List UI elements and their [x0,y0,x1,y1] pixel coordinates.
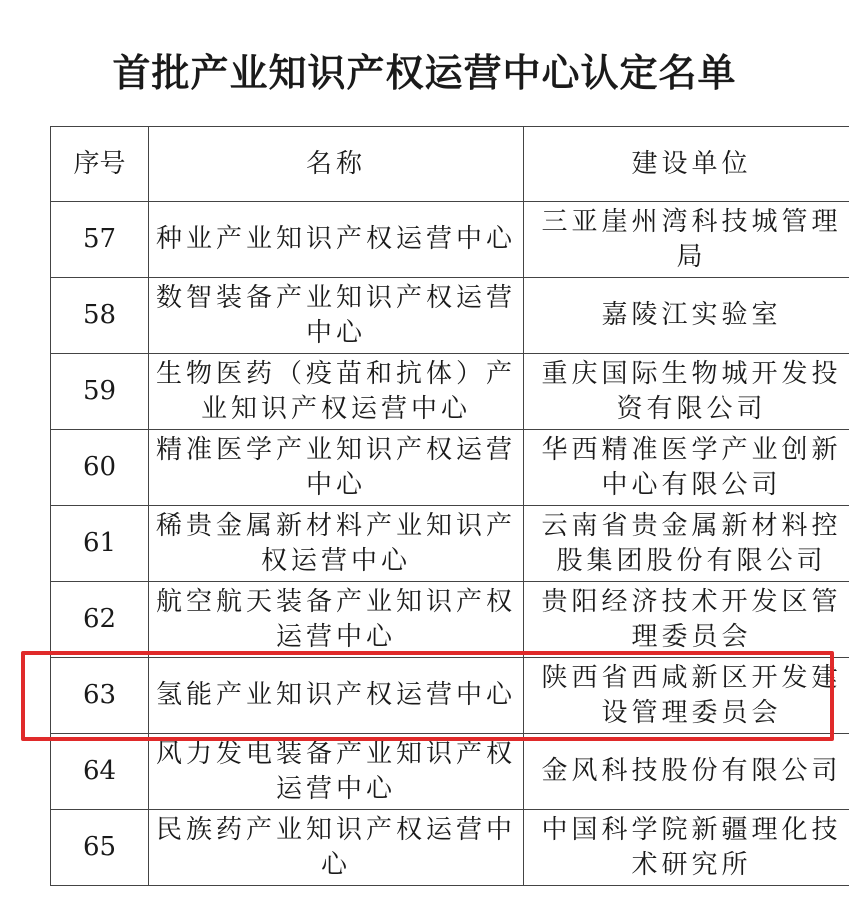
table-row [51,278,849,354]
table-row [51,810,849,886]
recognition-list-table [50,126,849,886]
header-construction-unit: 建设单位 [524,127,849,202]
row-name: 航空航天装备产业知识产权运营中心 [149,582,524,658]
header-name: 名称 [149,127,524,202]
row-unit: 贵阳经济技术开发区管理委员会 [524,582,849,658]
table-row [51,506,849,582]
row-name: 精准医学产业知识产权运营中心 [149,430,524,506]
row-number: 63 [51,658,149,734]
table-row [51,582,849,658]
row-name: 风力发电装备产业知识产权运营中心 [149,734,524,810]
row-unit: 嘉陵江实验室 [524,278,849,354]
table-row [51,430,849,506]
table-row [51,354,849,430]
row-number: 60 [51,430,149,506]
row-unit: 三亚崖州湾科技城管理局 [524,202,849,278]
row-unit: 重庆国际生物城开发投资有限公司 [524,354,849,430]
row-number: 59 [51,354,149,430]
row-name: 生物医药（疫苗和抗体）产业知识产权运营中心 [149,354,524,430]
table-row [51,202,849,278]
row-unit: 陕西省西咸新区开发建设管理委员会 [524,658,849,734]
row-number: 65 [51,810,149,886]
row-name: 稀贵金属新材料产业知识产权运营中心 [149,506,524,582]
row-number: 64 [51,734,149,810]
page-title: 首批产业知识产权运营中心认定名单 [112,50,737,95]
row-unit: 云南省贵金属新材料控股集团股份有限公司 [524,506,849,582]
table-row [51,734,849,810]
row-number: 58 [51,278,149,354]
row-number: 61 [51,506,149,582]
row-name: 民族药产业知识产权运营中心 [149,810,524,886]
table-header-row [51,127,849,202]
row-unit: 金风科技股份有限公司 [524,734,849,810]
row-name: 数智装备产业知识产权运营中心 [149,278,524,354]
header-serial-number: 序号 [51,127,149,202]
table-row-highlighted [51,658,849,734]
row-unit: 华西精准医学产业创新中心有限公司 [524,430,849,506]
row-name: 种业产业知识产权运营中心 [149,202,524,278]
row-name: 氢能产业知识产权运营中心 [149,658,524,734]
row-number: 62 [51,582,149,658]
row-unit: 中国科学院新疆理化技术研究所 [524,810,849,886]
row-number: 57 [51,202,149,278]
